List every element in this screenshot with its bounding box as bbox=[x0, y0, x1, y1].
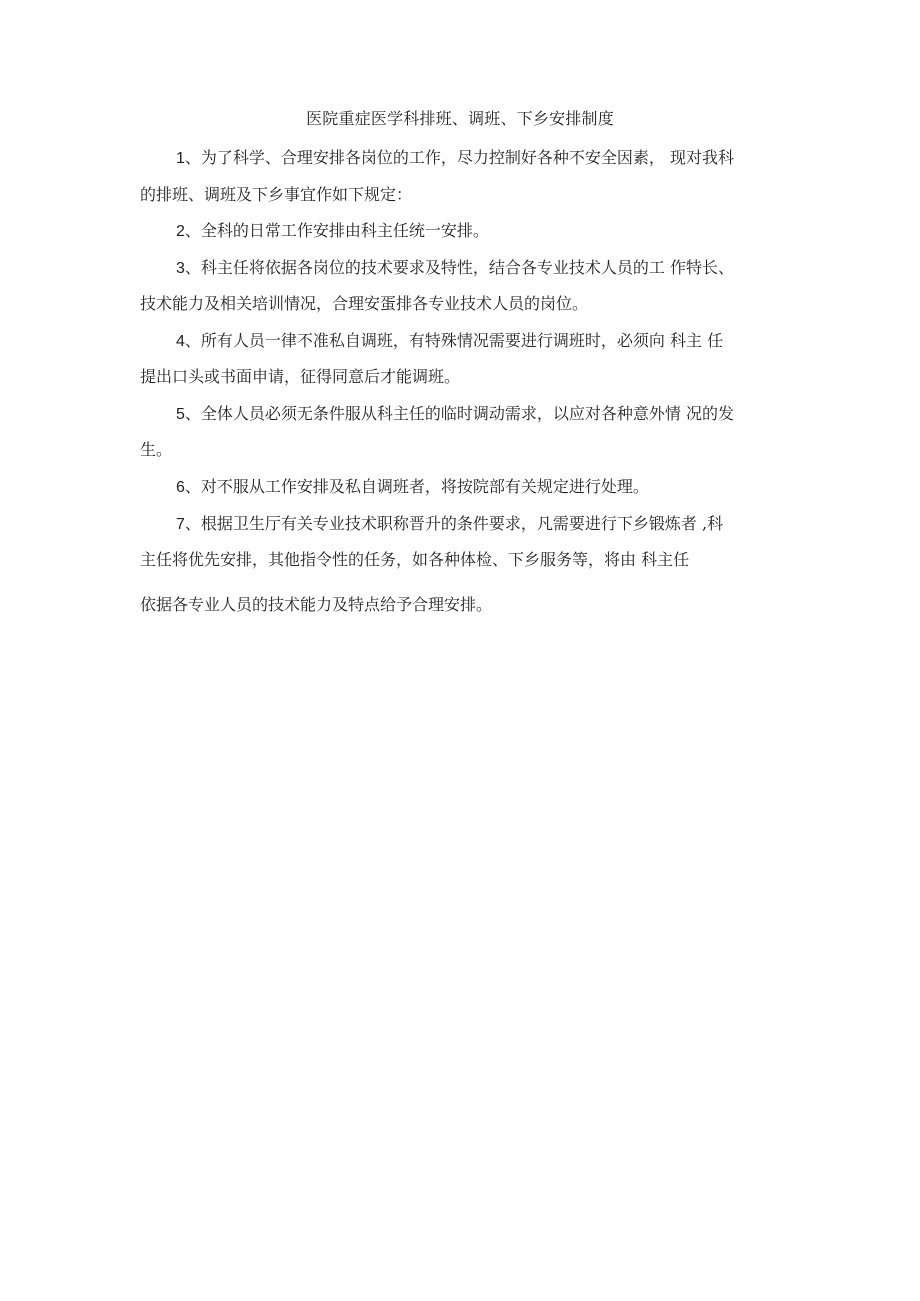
paragraph-4-line-1 bbox=[176, 329, 723, 354]
paragraph-5-line-2: 生。 bbox=[140, 440, 173, 459]
paragraph-text: 、全科的日常工作安排由科主任统一安排。 bbox=[184, 221, 489, 240]
item-number: 6 bbox=[176, 479, 185, 496]
paragraph-1-line-2: 的排班、调班及下乡事宜作如下规定： bbox=[140, 185, 413, 204]
item-number: 5 bbox=[176, 406, 185, 423]
paragraph-4-line-2: 提出口头或书面申请，征得同意后才能调班。 bbox=[140, 367, 461, 386]
item-number: 7 bbox=[176, 516, 185, 533]
paragraph-7-line-1 bbox=[176, 512, 723, 537]
paragraph-7-line-3: 依据各专业人员的技术能力及特点给予合理安排。 bbox=[140, 595, 493, 614]
item-number: 1 bbox=[176, 150, 185, 167]
paragraph-text: 、对不服从工作安排及私自调班者，将按院部有关规定进行处理。 bbox=[184, 477, 649, 496]
paragraph-2-line-1 bbox=[176, 219, 489, 244]
paragraph-6-line-1 bbox=[176, 475, 649, 500]
paragraph-text: 、所有人员一律不准私自调班，有特殊情况需要进行调班时，必须向 科主 任 bbox=[184, 331, 724, 350]
paragraph-text: 、根据卫生厅有关专业技术职称晋升的条件要求，凡需要进行下乡锻炼者 ,科 bbox=[184, 514, 724, 533]
paragraph-3-line-1 bbox=[176, 256, 734, 281]
paragraph-text: 、科主任将依据各岗位的技术要求及特性，结合各专业技术人员的工 作特长、 bbox=[184, 258, 734, 277]
paragraph-5-line-1 bbox=[176, 402, 734, 427]
paragraph-3-line-2: 技术能力及相关培训情况，合理安蛋排各专业技术人员的岗位。 bbox=[140, 294, 589, 313]
paragraph-1-line-1 bbox=[176, 146, 734, 171]
item-number: 2 bbox=[176, 223, 185, 240]
paragraph-text: 、为了科学、合理安排各岗位的工作，尽力控制好各种不安全因素， 现对我科 bbox=[184, 148, 734, 167]
paragraph-7-line-2: 主任将优先安排，其他指令性的任务，如各种体检、下乡服务等，将由 科主任 bbox=[140, 550, 690, 569]
item-number: 4 bbox=[176, 333, 185, 350]
item-number: 3 bbox=[176, 260, 185, 277]
paragraph-text: 、全体人员必须无条件服从科主任的临时调动需求，以应对各种意外情 况的发 bbox=[184, 404, 734, 423]
document-title: 医院重症医学科排班、调班、下乡安排制度 bbox=[306, 109, 614, 128]
